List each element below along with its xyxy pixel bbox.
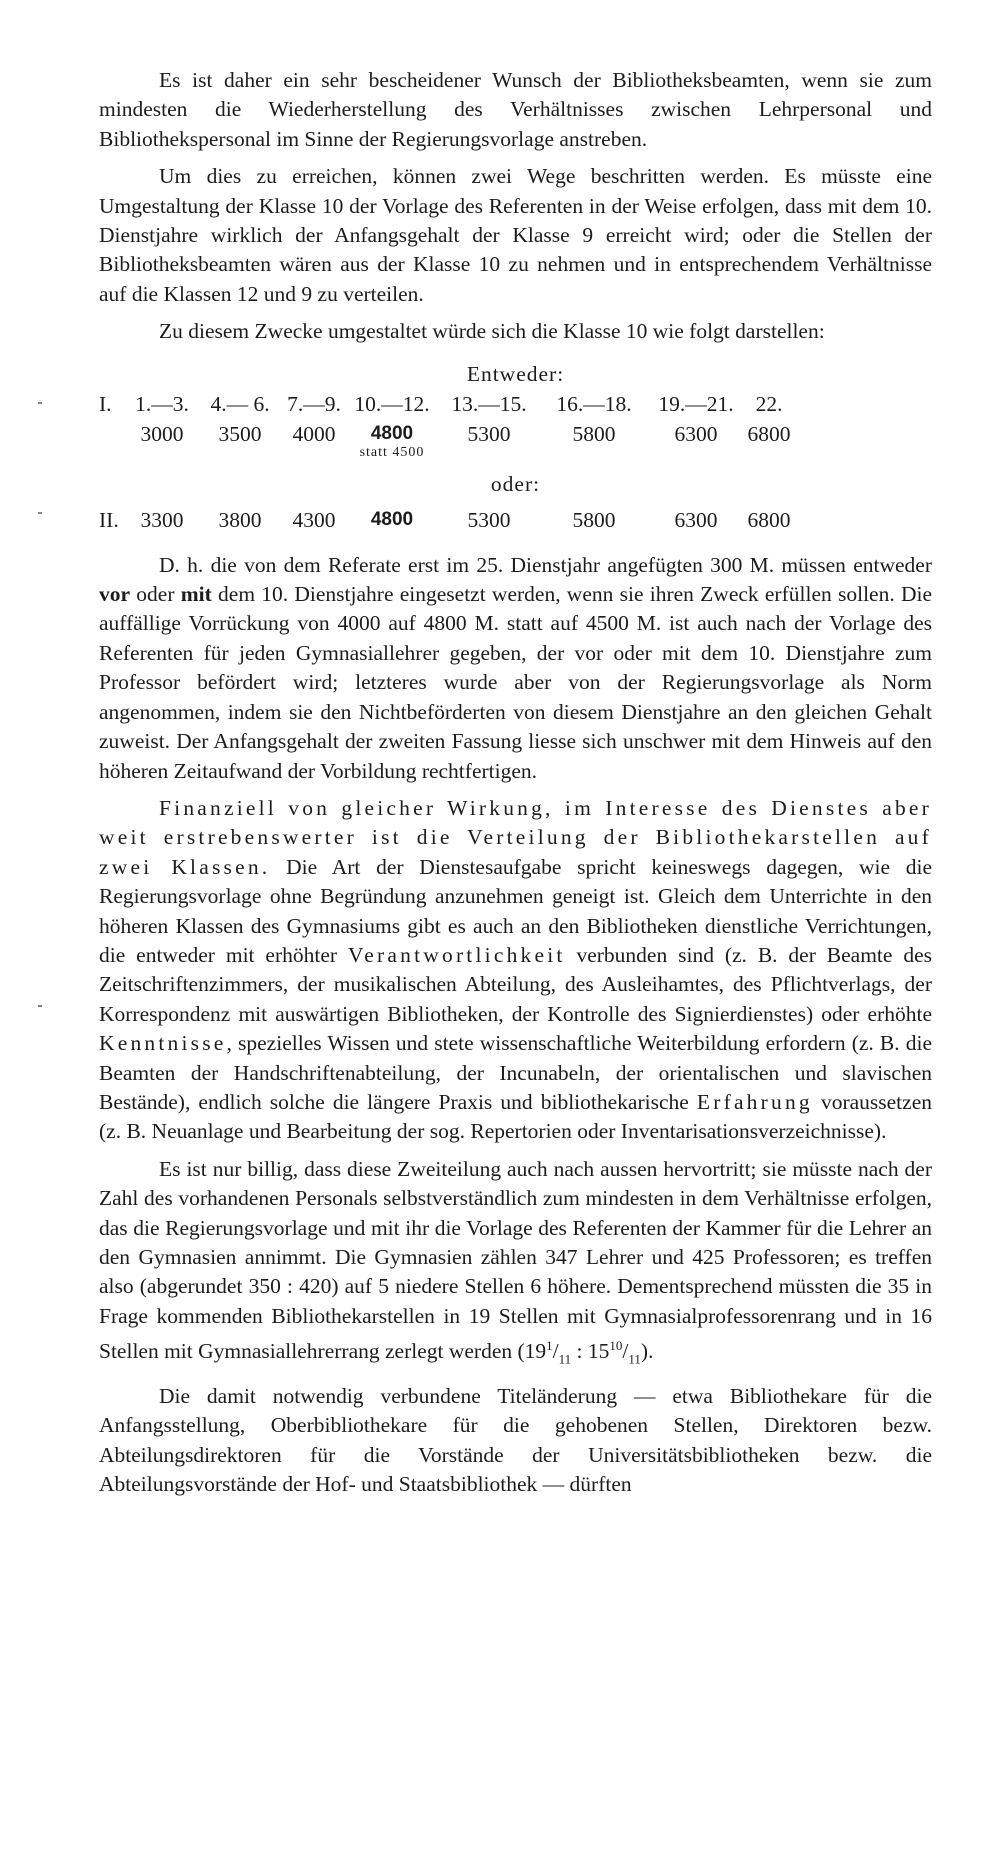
fraction-integer: 15 xyxy=(587,1339,610,1364)
paragraph-4-text: D. h. die von dem Referate erst im 25. Dienstjahr angefügten 300 M. müssen entweder xyxy=(159,552,932,577)
value-cell: 3000 xyxy=(140,421,184,446)
margin-mark xyxy=(38,402,42,404)
spaced-emphasis: Erfahrung xyxy=(696,1089,813,1114)
emphasis-vor: vor xyxy=(99,582,131,607)
statt-note: statt 4500 xyxy=(359,444,425,460)
period-cell: 7.—9. xyxy=(287,391,341,416)
paragraph-5-text: Die Art der Dienstesaufgabe spricht keineswegs dagegen, wie die Regierungsvorlage ohne Begründung anzunehmen geneigt ist. Gleich dem Unterrichte in den höheren Klassen des Gymnasiums gibt es auch an den Bibliotheken dienstliche Verrichtungen, die entweder mit erhöhter xyxy=(99,854,932,967)
emphasis-mit: mit xyxy=(180,582,212,607)
value-cell: 6800 xyxy=(747,507,791,532)
value-cell: 5300 xyxy=(467,421,511,446)
paragraph-5-text: , spezielles Wissen und stete wissenschaftliche Weiterbildung erfordern (z. B. die Beamten der Handschriftenabteilung, der Incunabeln, der orientalischen und slavischen Bestände), endlich solche die längere Praxis und bibliothekarische xyxy=(99,1031,932,1114)
table-heading-oder: oder: xyxy=(490,471,541,496)
period-cell: 10.—12. xyxy=(354,391,430,416)
document-page xyxy=(99,66,932,1500)
value-cell: 5300 xyxy=(467,507,511,532)
value-cell-highlight: 4800 xyxy=(370,508,414,530)
value-cell: 3500 xyxy=(218,421,262,446)
paragraph-5-text: verbunden sind (z. B. der Beamte des Zeitschriftenzimmers, der musikalischen Abteilung, des Ausleihamtes, des Pflichtverlags, der Korrespondenz mit auswärtigen Bibliotheken, der Kontrolle des Signierdienstes) oder erhöhte xyxy=(99,942,933,1026)
paragraph-2: Um dies zu erreichen, können zwei Wege beschritten werden. Es müsste eine Umgestaltung der Klasse 10 der Vorlage des Referenten in der Weise erfolgen, dass mit dem 10. Dienstjahre wirklich der Anfangsgehalt der Klasse 9 erreicht wird; oder die Stellen der Bibliotheksbeamten wären aus der Klasse 10 zu nehmen und in entsprechendem Verhältnisse auf die Klassen 12 und 9 zu verteilen. xyxy=(99,164,932,306)
table-row-periods xyxy=(99,389,932,419)
table-row-2-values xyxy=(99,505,932,535)
fraction-separator: : xyxy=(571,1339,588,1364)
fraction-numerator: 10 xyxy=(609,1338,623,1354)
paragraph-4 xyxy=(99,551,932,786)
value-cell: 6300 xyxy=(674,421,718,446)
spaced-emphasis: Kenntnisse xyxy=(99,1031,227,1056)
paragraph-4-text: oder xyxy=(130,582,181,607)
paragraph-5-text: voraussetzen (z. B. Neuanlage und Bearbeitung der sog. Repertorien oder Inventarisationsverzeichnisse). xyxy=(99,1089,932,1144)
period-cell: 19.—21. xyxy=(658,391,734,416)
value-cell: 3800 xyxy=(218,507,262,532)
spaced-emphasis: Finanziell von gleicher Wirkung, im Interesse des Dienstes aber weit erstrebenswerter ist die Verteilung der Bibliothekarstellen auf zwei Klassen. xyxy=(99,795,932,879)
fraction-denominator: 11 xyxy=(628,1351,641,1367)
value-cell: 4000 xyxy=(292,421,336,446)
fraction-numerator: 1 xyxy=(546,1338,553,1354)
paragraph-7: Die damit notwendig verbundene Titeländerung — etwa Bibliothekare für die Anfangsstellung, Oberbibliothekare für die gehobenen Stellen, Direktoren bezw. Abteilungsdirektoren für die Vorstände der Universitätsbibliotheken bezw. die Abteilungsvorstände der Hof- und Staatsbibliothek — dürften xyxy=(99,1384,932,1497)
value-cell: 5800 xyxy=(572,507,616,532)
paragraph-1: Es ist daher ein sehr bescheidener Wunsch der Bibliotheksbeamten, wenn sie zum mindesten die Wiederherstellung des Verhältnisses zwischen Lehrpersonal und Bibliothekspersonal im Sinne der Regierungsvorlage anstreben. xyxy=(99,68,932,151)
value-cell: 6300 xyxy=(674,507,718,532)
spaced-emphasis: Verantwortlichkeit xyxy=(347,942,566,967)
period-cell: 22. xyxy=(755,391,783,416)
margin-mark xyxy=(38,1005,42,1007)
value-cell: 3300 xyxy=(140,507,184,532)
value-cell-highlight: 4800 xyxy=(370,422,414,444)
value-cell: 4300 xyxy=(292,507,336,532)
paragraph-6: Es ist nur billig, dass diese Zweiteilung auch nach aussen hervortritt; sie müsste nach der Zahl des vorhandenen Personals selbstverständlich zum mindesten in dem Verhältnisse erfolgen, das die Regierungsvorlage und mit ihr die Vorlage des Referenten der Kammer für die Lehrer an den Gymnasien annimmt. Die Gymnasien zählen 347 Lehrer und 425 Professoren; es treffen also (abgerundet 350 : 420) auf 5 niedere Stellen 6 höhere. Dementsprechend müssten die 35 in Frage kommenden Bibliothekarstellen in 19 Stellen mit Gymnasialprofessorenrang und in 16 Stellen mit Gymnasiallehrerrang zerlegt werden ($19^1/_{11}$ : $15^{10}/_{11}$). xyxy=(99,1156,932,1367)
paragraph-6-text: ). xyxy=(640,1339,654,1364)
margin-mark xyxy=(38,512,42,514)
paragraph-4-text: dem 10. Dienstjahre eingesetzt werden, wenn sie ihren Zweck erfüllen sollen. Die auffällige Vorrückung von 4000 auf 4800 M. statt auf 4500 M. ist auch nach der Vorlage des Referenten für jeden Gymnasiallehrer gegeben, der vor oder mit dem 10. Dienstjahre zum Professor befördert wird; letzteres wurde aber von der Regierungsvorlage als Norm angenommen, indem sie den Nichtbeförderten von diesem Dienstjahre an den gleichen Gehalt zuweist. Der Anfangsgehalt der zweiten Fassung liesse sich unschwer mit dem Hinweis auf den höheren Zeitaufwand der Vorbildung rechtfertigen. xyxy=(99,582,932,783)
value-cell: 6800 xyxy=(747,421,791,446)
period-cell: 16.—18. xyxy=(556,391,632,416)
paragraph-3: Zu diesem Zwecke umgestaltet würde sich die Klasse 10 wie folgt darstellen: xyxy=(159,319,825,344)
paragraph-5 xyxy=(99,794,932,1147)
fraction-denominator: 11 xyxy=(558,1351,572,1367)
fraction-integer: 19 xyxy=(524,1339,547,1364)
period-cell: 1.—3. xyxy=(135,391,189,416)
period-cell: 13.—15. xyxy=(451,391,527,416)
row-1-label: I. xyxy=(99,391,112,416)
row-2-label: II. xyxy=(99,507,119,532)
period-cell: 4.— 6. xyxy=(210,391,270,416)
value-cell: 5800 xyxy=(572,421,616,446)
table-row-1-values xyxy=(99,419,932,460)
table-heading-entweder: Entweder: xyxy=(466,361,565,386)
paragraph-6-text: Es ist nur billig, dass diese Zweiteilung auch nach aussen hervortritt; sie müsste nach der Zahl des vorhandenen Personals selbstverständlich zum mindesten in dem Verhältnisse erfolgen, das die Regierungsvorlage und mit ihr die Vorlage des Referenten der Kammer für die Lehrer an den Gymnasien annimmt. Die Gymnasien zählen 347 Lehrer und 425 Professoren; es treffen also (abgerundet 350 : 420) auf 5 niedere Stellen 6 höhere. Dementsprechend müssten die 35 in Frage kommenden Bibliothekarstellen in 19 Stellen mit Gymnasialprofessorenrang und in 16 Stellen mit Gymnasiallehrerrang zerlegt werden ( xyxy=(99,1156,932,1364)
